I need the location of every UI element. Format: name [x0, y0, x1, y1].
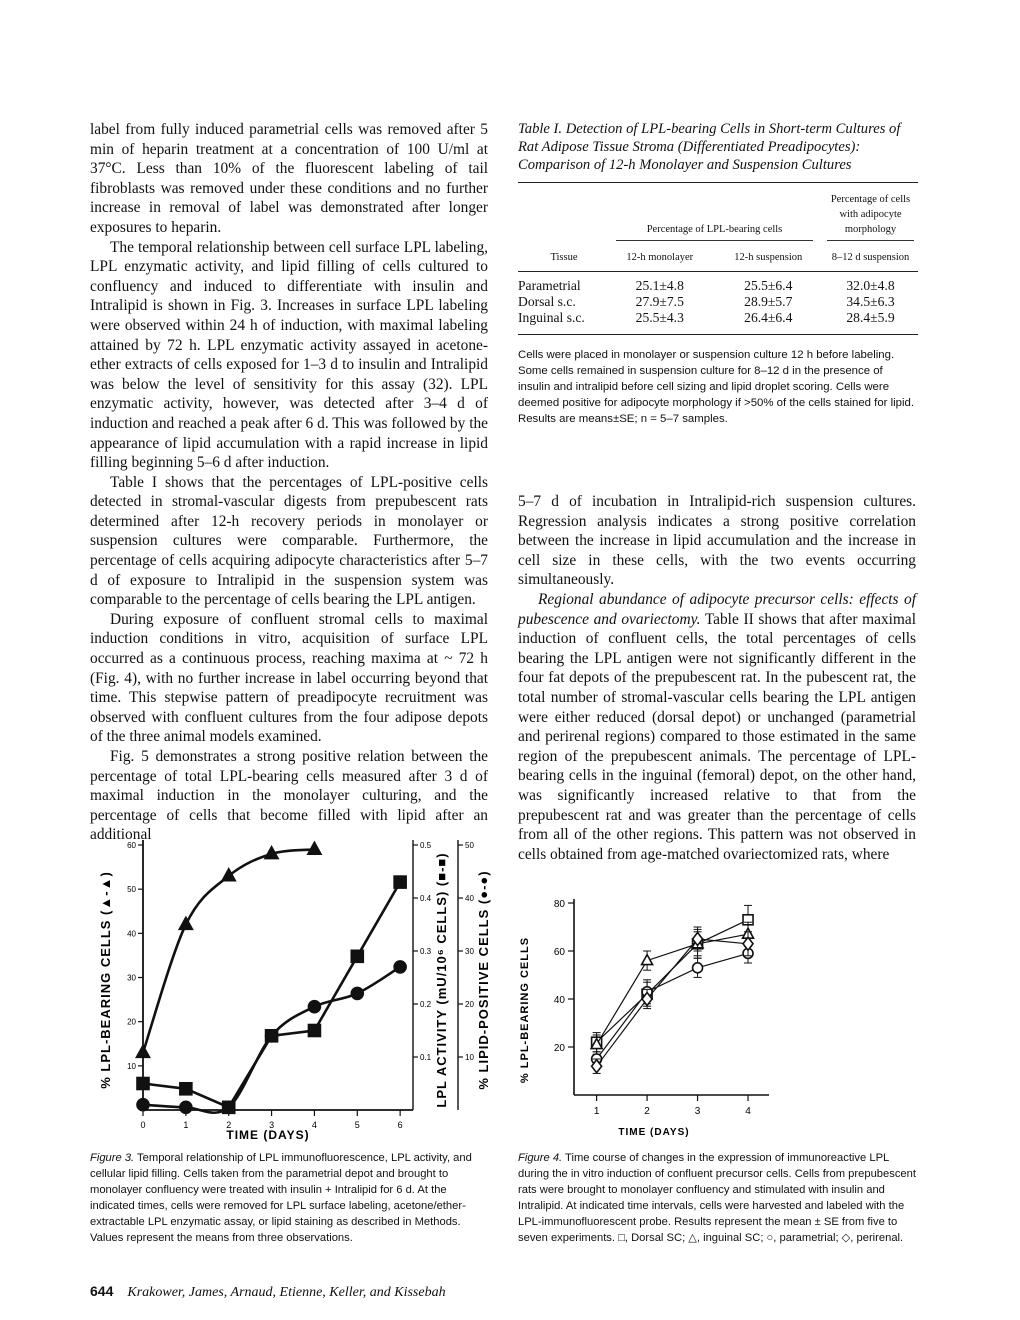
circle-data-point: [223, 1101, 235, 1113]
paragraph: 5–7 d of incubation in Intralipid-rich suspension cultures. Regression analysis indicates a strong positive correlation between the increase in lipid accumulation and the increase in cell size in these cells, with the two events occurring simultaneously.: [518, 493, 916, 589]
circle-data-point: [180, 1101, 192, 1113]
table-cell: Parametrial: [518, 278, 581, 293]
mid-y-tick-label: 0.2: [420, 1000, 432, 1009]
circle-data-point: [394, 961, 406, 973]
y-tick-label: 20: [553, 1043, 565, 1054]
table-header: 12-h monolayer: [626, 252, 694, 263]
diamond-series-line: [597, 939, 748, 1066]
figure-3-chart: [88, 815, 498, 1145]
mid-y-tick-label: 0.3: [420, 947, 432, 956]
paragraph: label from fully induced parametrial cells was removed after 5 min of heparin treatment at a concentration of 100 U/ml at 37°C. Less than 10% of the fluorescent labeling of tail fibroblasts was removed under these conditions and no further increase in removal of label was demonstrated after longer exposures to heparin.: [90, 121, 488, 236]
page-footer: [90, 1283, 446, 1301]
x-tick-label: 5: [354, 1120, 360, 1130]
mid-y-tick-label: 0.5: [420, 841, 432, 850]
right-y-tick-label: 30: [465, 947, 474, 956]
section-heading: Regional abundance of adipocyte precursor cells: effects of pubescence and ovariectomy.: [518, 590, 916, 628]
figure-4-axes: [554, 899, 769, 1117]
x-tick-label: 2: [644, 1106, 650, 1117]
figure-4-xlabel: TIME (DAYS): [618, 1127, 690, 1138]
mid-y-tick-label: 0.1: [420, 1053, 432, 1062]
table-group-header: Percentage of LPL-bearing cells: [646, 224, 783, 235]
left-y-tick-label: 50: [127, 885, 136, 895]
table-row: [518, 294, 918, 310]
figure-3-left-ylabel: % LPL-BEARING CELLS (▲-▲): [98, 871, 113, 1089]
figure-3-mid-ylabel: LPL ACTIVITY (mU/10⁶ CELLS) (■-■): [434, 852, 449, 1108]
mid-y-tick-label: 0.4: [420, 894, 432, 903]
right-y-tick-label: 10: [465, 1053, 474, 1062]
x-tick-label: 4: [311, 1120, 317, 1130]
right-column: [518, 492, 916, 864]
triangle-data-point: [308, 842, 321, 854]
left-y-tick-label: 40: [127, 929, 136, 939]
paragraph: The temporal relationship between cell surface LPL labeling, LPL enzymatic activity, and lipid filling of cells cultured to confluency and induced to differentiate with insulin and Intralipid is shown in Fig. 3. Increases in surface LPL labeling were observed within 24 h of induction, with maximal labeling attained by 72 h. LPL enzymatic activity assayed in acetone-ether extracts of cells exposed for 1–3 d to insulin and Intralipid was below the level of sensitivity for this assay (32). LPL enzymatic activity, however, was detected after 3–4 d of induction and reached a peak after 6 d. This was followed by the appearance of lipid accumulation with a rapid increase in lipid filling beginning 5–6 d after induction.: [90, 238, 488, 472]
figure-4-caption: [518, 1150, 916, 1246]
table-cell: 34.5±6.3: [846, 294, 895, 309]
square-data-point: [308, 1025, 320, 1037]
triangle-data-point: [222, 869, 235, 881]
table-cell: 25.5±4.3: [635, 310, 684, 325]
left-y-tick-label: 30: [127, 973, 136, 983]
table-cell: 27.9±7.5: [635, 294, 684, 309]
paragraph: Table I shows that the percentages of LPL-positive cells detected in stromal-vascular digests from prepubescent rats determined after 12-h recovery periods in monolayer or suspension cultures were comparable. Furthermore, the percentage of cells acquiring adipocyte characteristics after 5–7 d of exposure to Intralipid in the suspension system was comparable to the percentage of cells bearing the LPL antigen.: [90, 473, 488, 609]
table: [518, 183, 918, 335]
x-tick-label: 0: [140, 1120, 146, 1130]
table-header: Tissue: [550, 252, 578, 263]
figure-4-ylabel: % LPL-BEARING CELLS: [519, 936, 531, 1084]
figure-3-marks: [136, 842, 406, 1113]
caption-text: Temporal relationship of LPL immunofluorescence, LPL activity, and cellular lipid filling. Cells taken from the parametrial depot and brought to monolayer confluency were treated with insulin + Intralipid for 6 d. At the indicated times, cells were removed for LPL surface labeling, acetone/ether-extractable LPL enzymatic assay, or lipid staining as described in Methods. Values represent the means from three observations.: [90, 1152, 472, 1244]
table-cell: 25.5±6.4: [744, 278, 793, 293]
right-y-tick-label: 50: [465, 841, 474, 850]
square-data-point: [137, 1078, 149, 1090]
left-column: [90, 120, 488, 845]
triangle-data-point: [179, 917, 192, 929]
x-tick-label: 3: [269, 1120, 275, 1130]
y-tick-label: 40: [553, 995, 565, 1006]
x-tick-label: 2: [226, 1120, 232, 1130]
table-caption: Table I. Detection of LPL-bearing Cells in Short-term Cultures of Rat Adipose Tissue Stroma (Differentiated Preadipocytes): Comparison of 12-h Monolayer and Suspension Cultures: [518, 121, 901, 173]
table-cell: 32.0±4.8: [846, 278, 895, 293]
figure-3-right-ylabel: % LIPID-POSITIVE CELLS (●-●): [476, 870, 491, 1090]
table-group-header: Percentage of cells with adipocyte morphology: [830, 194, 911, 235]
circle-data-point: [351, 987, 363, 999]
figure-3-xlabel: TIME (DAYS): [226, 1128, 310, 1142]
paragraph-body: Table II shows that after maximal induction of confluent cells, the total percentages of cells bearing the LPL antigen were not significantly different in the four fat depots of the prepubescent rat. In the pubescent rat, the total number of stromal-vascular cells bearing the LPL antigen were either reduced (dorsal depot) or unchanged (parametrial and perirenal regions) compared to those estimated in the same region of the prepubescent animals. The percentage of LPL-bearing cells in the inguinal (femoral) depot, on the other hand, was significantly increased relative to that from the prepubescent rat and was greater than the percentage of cells from all of the other regions. This pattern was not observed in cells obtained from age-matched ovariectomized rats, where: [518, 610, 916, 863]
circle-data-point: [308, 1001, 320, 1013]
left-y-tick-label: 10: [127, 1061, 136, 1071]
x-tick-label: 3: [694, 1106, 701, 1117]
table-cell: Inguinal s.c.: [518, 310, 585, 325]
table-cell: 28.4±5.9: [846, 310, 895, 325]
circle-data-point: [693, 963, 703, 973]
x-tick-label: 1: [183, 1120, 189, 1130]
x-tick-label: 6: [397, 1120, 403, 1130]
paragraph: [518, 590, 916, 864]
table-cell: 28.9±5.7: [744, 294, 793, 309]
table-row: [518, 310, 918, 326]
triangle-data-point: [136, 1045, 149, 1057]
y-tick-label: 80: [553, 899, 565, 910]
right-y-tick-label: 40: [465, 894, 474, 903]
figure-4-chart: [514, 885, 774, 1140]
table-row: [518, 278, 918, 294]
table-cell: 25.1±4.8: [635, 278, 684, 293]
running-authors: Krakower, James, Arnaud, Etienne, Keller, and Kissebah: [127, 1285, 446, 1300]
circle-data-point: [266, 1030, 278, 1042]
table-note: Cells were placed in monolayer or suspension culture 12 h before labeling. Some cells remained in suspension culture for 8–12 d in the presence of insulin and intralipid before cell sizing and lipid droplet scoring. Cells were deemed positive for adipocyte morphology if >50% of the cells stained for lipid. Results are means±SE; n = 5–7 samples.: [518, 349, 915, 425]
table-header: 8–12 d suspension: [831, 252, 910, 263]
circle-data-point: [137, 1099, 149, 1111]
table-header: 12-h suspension: [734, 252, 803, 263]
figure-label: Figure 4.: [518, 1152, 563, 1164]
figure-label: Figure 3.: [90, 1152, 135, 1164]
figure-3-caption: [90, 1150, 488, 1246]
right-y-tick-label: 20: [465, 1000, 474, 1009]
page-number: 644: [90, 1283, 114, 1299]
figure-4-marks: [591, 905, 753, 1073]
x-tick-label: 1: [593, 1106, 600, 1117]
y-tick-label: 60: [553, 947, 565, 958]
left-y-tick-label: 20: [127, 1017, 136, 1027]
table-cell: 26.4±6.4: [744, 310, 793, 325]
square-data-point: [351, 950, 363, 962]
table-cell: Dorsal s.c.: [518, 294, 576, 309]
table-1: [518, 120, 918, 438]
paragraph: Fig. 5 demonstrates a strong positive relation between the percentage of total LPL-bearing cells measured after 3 d of maximal induction in the monolayer culturing, and the percentage of cells that become filled with lipid after an additional: [90, 748, 488, 844]
square-data-point: [394, 876, 406, 888]
paragraph: During exposure of confluent stromal cells to maximal induction conditions in vitro, acquisition of surface LPL occurred as a continuous process, reaching maxima at ~ 72 h (Fig. 4), with no further increase in label occurring beyond that time. This stepwise pattern of preadipocyte recruitment was observed with confluent cultures from the four adipose depots of the three animal models examined.: [90, 610, 488, 746]
x-tick-label: 4: [745, 1106, 751, 1117]
square-data-point: [180, 1083, 192, 1095]
left-y-tick-label: 60: [127, 841, 136, 850]
caption-text: Time course of changes in the expression of immunoreactive LPL during the in vitro induction of confluent precursor cells. Cells from prepubescent rats were brought to monolayer confluency and stimulated with insulin and Intralipid. At indicated time intervals, cells were harvested and labeled with the LPL-immunofluorescent probe. Results represent the mean ± SE from five to seven experiments. □, Dorsal SC; △, inguinal SC; ○, parametrial; ◇, perirenal.: [518, 1152, 916, 1244]
diamond-data-point: [743, 937, 753, 950]
